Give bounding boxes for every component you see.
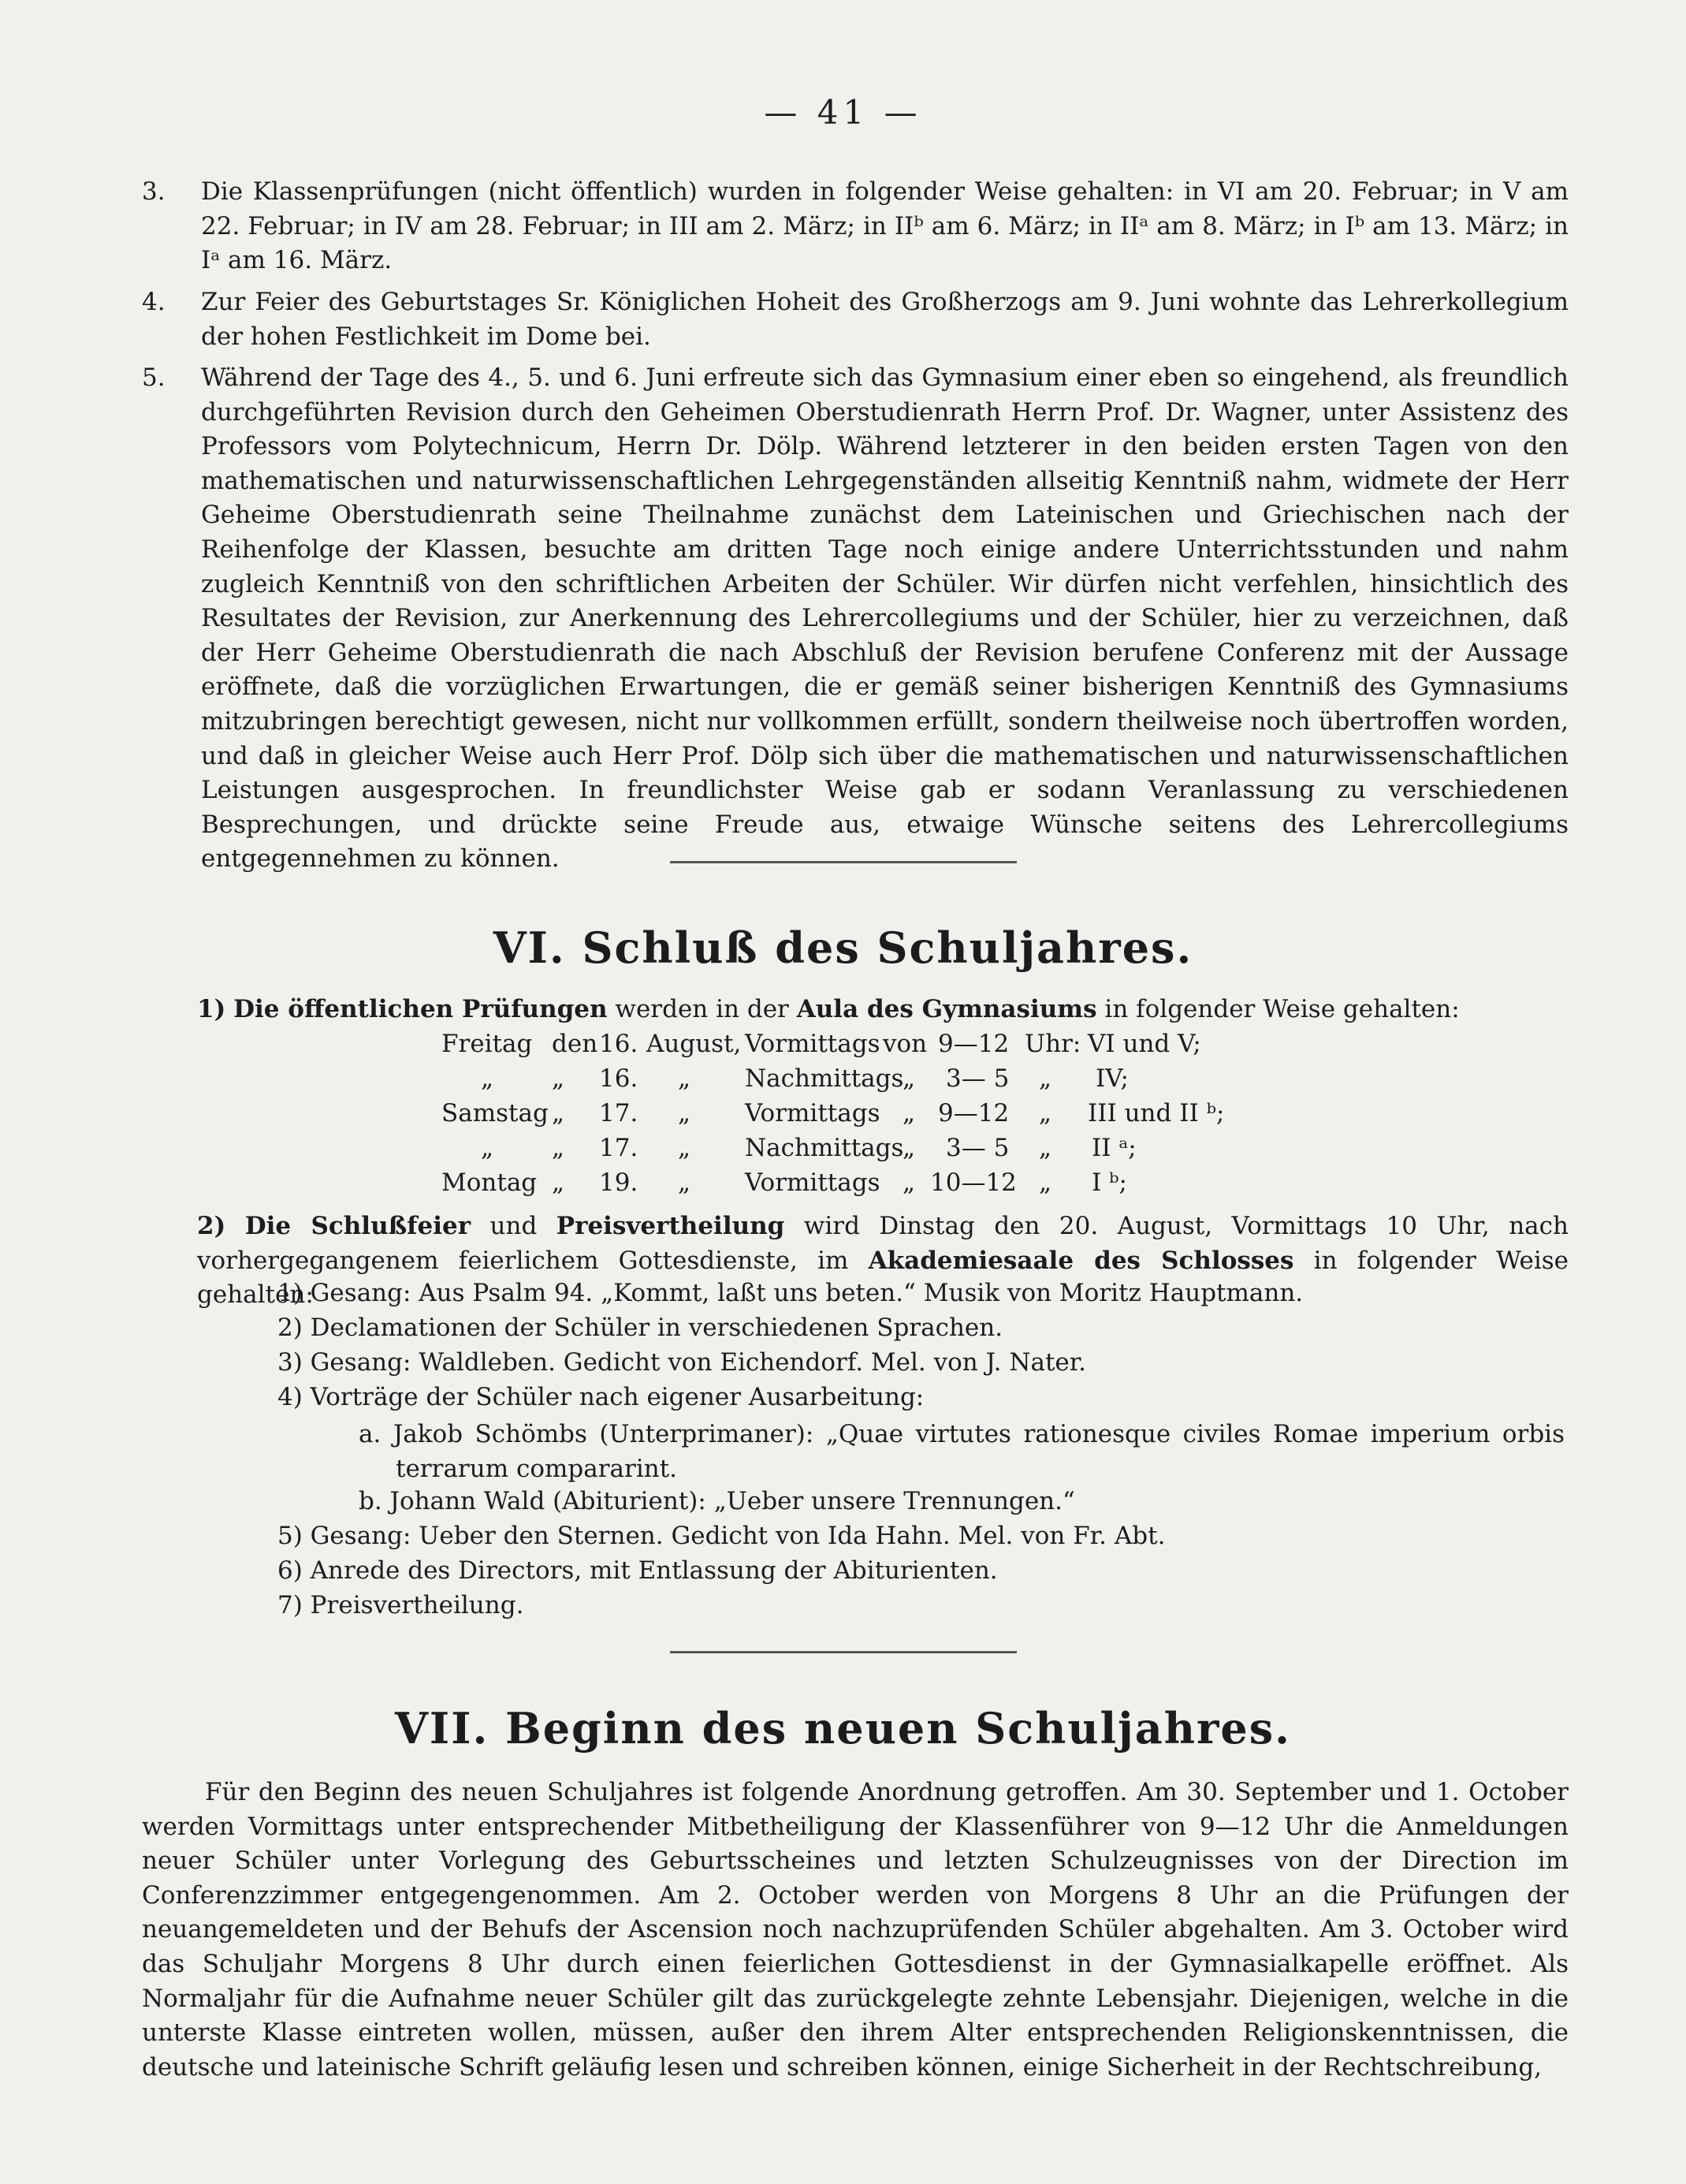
den: „ <box>552 1064 565 1093</box>
program-item: 5) Gesang: Ueber den Sternen. Gedicht von Ida Hahn. Mel. von Fr. Abt. <box>277 1522 1166 1550</box>
divider <box>670 861 1017 863</box>
body-text: in folgender Weise gehalten: <box>197 1246 1569 1310</box>
date: 19. <box>599 1168 638 1197</box>
item-number: 4. <box>142 288 166 316</box>
month: „ <box>678 1134 691 1162</box>
item-4 <box>142 285 1569 354</box>
body-text: wird Dinstag den 20. August, Vormittags 10 Uhr, nach vorhergegangenem feierlichem Gottesdienste, im <box>197 1212 1569 1275</box>
day: Montag <box>441 1168 538 1197</box>
body-text: werden in der <box>615 995 789 1023</box>
von: „ <box>903 1064 916 1093</box>
item-text: Die Klassenprüfungen (nicht öffentlich) wurden in folgender Weise gehalten: in VI am 20. Februar; in V am 22. Februar; in IV am 28. Februar; in III am 2. März; in IIᵇ am 6. März; in IIᵃ am 8. März; in Iᵇ am 13. März; in Iᵃ am 16. März. <box>201 177 1569 275</box>
time-of-day: Vormittags <box>745 1168 880 1197</box>
section-heading: VI. Schluß des Schuljahres. <box>493 922 1193 973</box>
sub-item-a: a. Jakob Schömbs (Unterprimaner): „Quae virtutes rationesque civiles Romae imperium orbis terrarum compararint. <box>359 1420 1565 1483</box>
emphasis-text: Die Schlußfeier <box>244 1212 471 1240</box>
classes: III und II ᵇ; <box>1088 1099 1225 1127</box>
time-of-day: Vormittags <box>745 1030 880 1058</box>
day: „ <box>481 1134 494 1162</box>
item-3 <box>142 175 1569 278</box>
item-text: Zur Feier des Geburtstages Sr. Königlichen Hoheit des Großherzogs am 9. Juni wohnte das Lehrerkollegium der hohen Festlichkeit im Dome bei. <box>201 288 1569 351</box>
uhr: „ <box>1039 1064 1052 1093</box>
classes: IV; <box>1096 1064 1129 1093</box>
section-heading: VII. Beginn des neuen Schuljahres. <box>395 1703 1291 1754</box>
program-item: 4) Vorträge der Schüler nach eigener Ausarbeitung: <box>277 1383 925 1411</box>
day: Freitag <box>441 1030 533 1058</box>
uhr: „ <box>1039 1134 1052 1162</box>
den: „ <box>552 1099 565 1127</box>
program-item: 6) Anrede des Directors, mit Entlassung der Abiturienten. <box>277 1556 998 1585</box>
hours: 3— 5 <box>946 1134 1010 1162</box>
time-of-day: Vormittags <box>745 1099 880 1127</box>
hours: 9—12 <box>938 1030 1010 1058</box>
month: August, <box>646 1030 742 1058</box>
hours: 3— 5 <box>946 1064 1010 1093</box>
body-text: in folgender Weise gehalten: <box>1104 995 1460 1023</box>
list-number: 1) <box>197 995 226 1023</box>
emphasis-text: Die öffentlichen Prüfungen <box>233 995 608 1023</box>
program-item: 3) Gesang: Waldleben. Gedicht von Eichendorf. Mel. von J. Nater. <box>277 1348 1087 1377</box>
month: „ <box>678 1064 691 1093</box>
classes: II ᵃ; <box>1092 1134 1137 1162</box>
den: „ <box>552 1168 565 1197</box>
day: „ <box>481 1064 494 1093</box>
program-item: 7) Preisvertheilung. <box>277 1591 524 1619</box>
den: den <box>552 1030 598 1058</box>
month: „ <box>678 1168 691 1197</box>
hours: 10—12 <box>930 1168 1017 1197</box>
emphasis-text: Aula des Gymnasiums <box>796 995 1097 1023</box>
hours: 9—12 <box>938 1099 1010 1127</box>
uhr: „ <box>1039 1168 1052 1197</box>
date: 17. <box>599 1099 638 1127</box>
den: „ <box>552 1134 565 1162</box>
von: „ <box>903 1134 916 1162</box>
date: 17. <box>599 1134 638 1162</box>
classes: I ᵇ; <box>1092 1168 1127 1197</box>
time-of-day: Nachmittags <box>745 1064 904 1093</box>
section-body: Für den Beginn des neuen Schuljahres ist folgende Anordnung getroffen. Am 30. September und 1. October werden Vormittags unter entsprechender Mitbetheiligung der Klassenführer von 9—12 Uhr die Anmeldungen neuer Schüler unter Vorlegung des Geburtsscheines und letzten Schulzeugnisses von der Direction im Conferenzzimmer entgegengenommen. Am 2. October werden von Morgens 8 Uhr an die Prüfungen der neuangemeldeten und der Behufs der Ascension noch nachzuprüfenden Schüler abgehalten. Am 3. October wird das Schuljahr Morgens 8 Uhr durch einen feierlichen Gottesdienst in der Gymnasialkapelle eröffnet. Als Normaljahr für die Aufnahme neuer Schüler gilt das zurückgelegte zehnte Lebensjahr. Diejenigen, welche in die unterste Klasse eintreten wollen, müssen, außer den ihrem Alter entsprechenden Religionskenntnissen, die deutsche und lateinische Schrift geläufig lesen und schreiben können, einige Sicherheit in der Rechtschreibung, <box>142 1778 1569 2082</box>
item-number: 5. <box>142 363 166 392</box>
emphasis-text: Akademiesaale des Schlosses <box>868 1246 1294 1275</box>
item-text: Während der Tage des 4., 5. und 6. Juni erfreute sich das Gymnasium einer eben so eingehend, als freundlich durchgeführten Revision durch den Geheimen Oberstudienrath Herrn Prof. Dr. Wagner, unter Assistenz des Professors vom Polytechnicum, Herrn Dr. Dölp. Während letzterer in den beiden ersten Tagen von den mathematischen und naturwissenschaftlichen Lehrgegenständen allseitig Kenntniß nahm, widmete der Herr Geheime Oberstudienrath seine Theilnahme zunächst dem Lateinischen und Griechischen nach der Reihenfolge der Klassen, besuchte am dritten Tage noch einige andere Unterrichtsstunden und nahm zugleich Kenntniß von den schriftlichen Arbeiten der Schüler. Wir dürfen nicht verfehlen, hinsichtlich des Resultates der Revision, zur Anerkennung des Lehrercollegiums und der Schüler, hier zu verzeichnen, daß der Herr Geheime Oberstudienrath die nach Abschluß der Revision berufene Conferenz mit der Aussage eröffnete, daß die vorzüglichen Erwartungen, die er gemäß seiner bisherigen Kenntniß des Gymnasiums mitzubringen berechtigt gewesen, nicht nur vollkommen erfüllt, sondern theilweise noch übertroffen worden, und daß in gleicher Weise auch Herr Prof. Dölp sich über die mathematischen und naturwissenschaftlichen Leistungen ausgesprochen. In freundlichster Weise gab er sodann Veranlassung zu verschiedenen Besprechungen, und drückte seine Freude aus, etwaige Wünsche seitens des Lehrercollegiums entgegennehmen zu können. <box>201 363 1569 874</box>
emphasis-text: Preisvertheilung <box>556 1212 785 1240</box>
page-number: — 41 — <box>764 93 922 132</box>
classes: VI und V; <box>1088 1030 1201 1058</box>
program-item: 1) Gesang: Aus Psalm 94. „Kommt, laßt uns beten.“ Musik von Moritz Hauptmann. <box>277 1279 1304 1307</box>
item-5 <box>142 361 1569 877</box>
month: „ <box>678 1099 691 1127</box>
list-number: 2) <box>197 1212 226 1240</box>
program-item: 2) Declamationen der Schüler in verschiedenen Sprachen. <box>277 1314 1003 1342</box>
von: von <box>883 1030 928 1058</box>
item-number: 3. <box>142 177 166 206</box>
day: Samstag <box>441 1099 549 1127</box>
program-sub-item <box>359 1418 1565 1486</box>
sub-item-b: b. Johann Wald (Abiturient): „Ueber unsere Trennungen.“ <box>359 1487 1075 1515</box>
von: „ <box>903 1099 916 1127</box>
divider <box>670 1651 1017 1653</box>
date: 16. <box>599 1064 638 1093</box>
exams-intro <box>197 995 1460 1023</box>
time-of-day: Nachmittags <box>745 1134 904 1162</box>
date: 16. <box>599 1030 638 1058</box>
body-text: und <box>489 1212 538 1240</box>
von: „ <box>903 1168 916 1197</box>
uhr: „ <box>1039 1099 1052 1127</box>
uhr: Uhr: <box>1025 1030 1081 1058</box>
